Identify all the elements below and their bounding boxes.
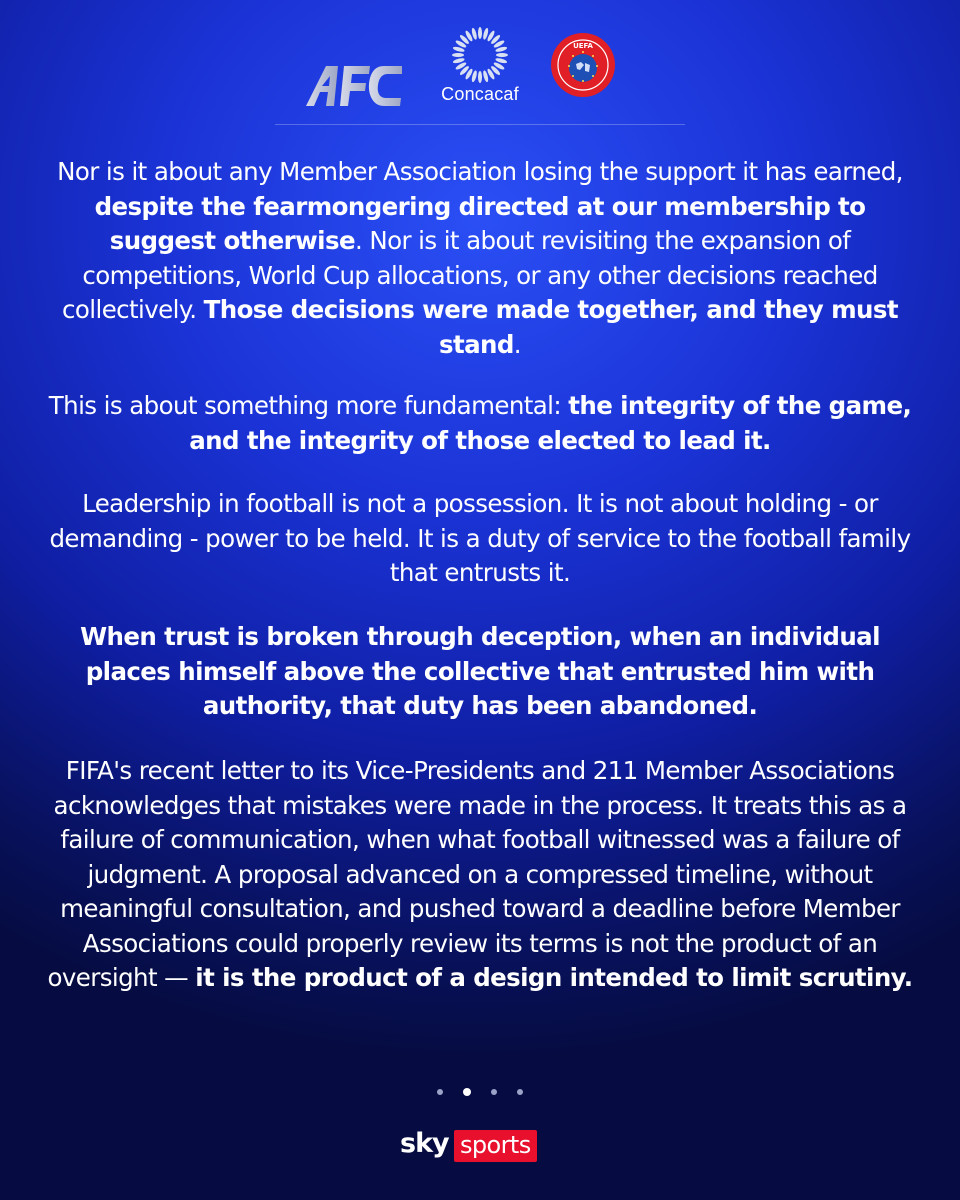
paragraph-4-bold-1: When trust is broken through deception, when an individual places himself above the collective that entrusted him with authority, that duty has been abandoned. (80, 622, 880, 720)
paragraph-1-bold-2: Those decisions were made together, and they must stand (203, 295, 898, 359)
paragraph-5-bold-1: it is the product of a design intended to limit scrutiny. (195, 963, 913, 992)
sky-wordmark: sky (400, 1128, 449, 1159)
sky-sports-logo (400, 1128, 565, 1164)
logo-row (0, 26, 960, 106)
paragraph-3-text-1: Leadership in football is not a possession. It is not about holding - or demanding - power to be held. It is a duty of service to the football family that entrusts it. (49, 489, 911, 587)
pager-dot-1[interactable] (437, 1089, 443, 1095)
carousel-pager (0, 1081, 960, 1095)
paragraph-2 (40, 389, 920, 458)
paragraph-2-text-1: This is about something more fundamental: (48, 391, 569, 420)
paragraph-1-text-2: . Nor is it about revisiting the expansion of competitions, World Cup allocations, or any other decisions reached collectively. (62, 226, 878, 324)
paragraph-1-text-3: . (513, 329, 521, 359)
uefa-logo-text: UEFA (573, 42, 593, 50)
pager-dot-2-active[interactable] (463, 1088, 471, 1096)
paragraph-1-text-1: Nor is it about any Member Association losing the support it has earned, (57, 157, 903, 186)
paragraph-5 (40, 754, 920, 996)
sports-wordmark: sports (454, 1130, 537, 1162)
paragraph-1-bold-1: despite the fearmongering directed at our membership to suggest otherwise (94, 191, 866, 255)
afc-logo (304, 64, 404, 108)
paragraph-1 (40, 155, 920, 362)
paragraph-2-bold-1: the integrity of the game, and the integrity of those elected to lead it. (189, 391, 912, 455)
paragraph-5-text-1: FIFA's recent letter to its Vice-Presidents and 211 Member Associations acknowledges that mistakes were made in the process. It treats this as a failure of communication, when what football witnessed was a failure of judgment. A proposal advanced on a compressed timeline, without meaningful consultation, and pushed toward a deadline before Member Associations could properly review its terms is not the product of an oversight — (47, 756, 907, 992)
uefa-logo (550, 32, 616, 98)
concacaf-logo (432, 26, 528, 108)
paragraph-3 (40, 487, 920, 591)
header-divider (275, 124, 685, 125)
concacaf-wordmark: Concacaf (441, 84, 519, 104)
concacaf-sun-icon (432, 26, 528, 84)
pager-dot-3[interactable] (491, 1089, 497, 1095)
paragraph-4 (40, 620, 920, 724)
pager-dot-4[interactable] (517, 1089, 523, 1095)
